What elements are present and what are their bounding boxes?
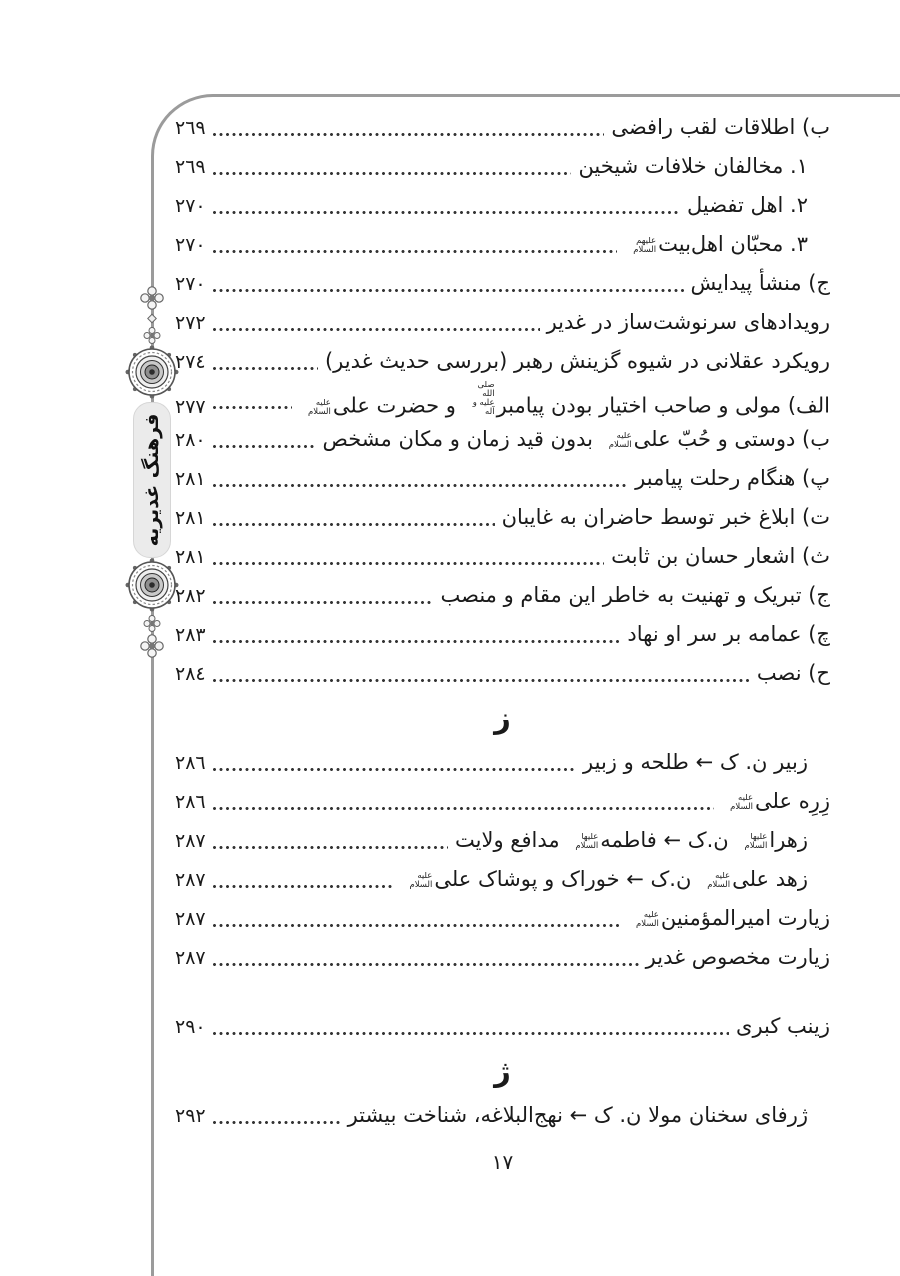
entry-title: ١. مخالفان خلافات شیخین [578,154,808,178]
medallion-icon [125,345,179,399]
flower-ornament-icon [140,286,164,310]
dotted-leader [213,459,629,498]
page-number: ٢٨٧ [175,947,206,969]
toc-entry [175,264,830,303]
toc-entry [175,782,830,821]
medallion-icon [125,558,179,612]
page-number: ٢٨١ [175,507,206,529]
page-number: ٢٨١ [175,546,206,568]
entry-title: ت) ابلاغ خبر توسط حاضران به غایبان [501,505,830,529]
dotted-leader [213,1096,341,1135]
entry-title: ب) دوستی و حُبّ علیعلیه السلام بدون قید زمان و مکان مشخص [322,427,830,451]
dotted-leader [213,186,680,225]
entry-title: زِرِه علیعلیه السلام [721,782,830,821]
dotted-leader [213,899,620,938]
section-letter-heading: ز [494,701,511,735]
entry-title: زینب کبری [736,1014,830,1038]
page-number: ٢٩٠ [175,1016,206,1038]
page-number: ٢٨٠ [175,429,206,451]
dotted-leader [213,381,292,420]
honorific-mark: صلی الله علیه و آله [472,381,495,417]
dotted-leader [213,576,434,615]
toc-entry [175,576,830,615]
book-title-vertical: فرهنگ غدیریه [141,413,163,547]
dotted-leader [213,537,605,576]
toc-entry [175,498,830,537]
entry-title: الف) مولی و صاحب اختیار بودن پیامبرصلی الله علیه و آله و حضرت علیعلیه السلام [299,381,830,426]
entry-title: زیارت مخصوص غدیر [645,945,830,969]
toc-entry [175,186,830,225]
page-number: ٢٧٠ [175,234,206,256]
section-letter-heading: ژ [494,1054,511,1088]
folio-page-number: ١٧ [491,1150,514,1174]
toc-entry [175,1096,830,1135]
toc-entry [175,459,830,498]
honorific-mark: علیه السلام [636,911,659,929]
dotted-leader [213,654,750,693]
page-number: ٢٦٩ [175,156,206,178]
toc-entry [175,108,830,147]
toc-entry [175,1007,830,1046]
toc-entry [175,225,830,264]
entry-title: ح) نصب [756,661,830,685]
toc-entry [175,654,830,693]
page-number: ٢٨٤ [175,663,206,685]
page-number: ٢٨٧ [175,830,206,852]
spine-title-panel [133,402,171,558]
toc-entry [175,537,830,576]
entry-title: زبیر ن. ک ← طلحه و زبیر [583,750,808,774]
honorific-mark: علیه السلام [730,794,754,812]
small-flower-ornament-icon [144,327,161,344]
diamond-ornament-icon [147,313,158,324]
entry-title: ث) اشعار حسان بن ثابت [611,544,830,568]
toc-entry [175,420,830,459]
page-number: ٢٧٧ [175,395,206,418]
page-number: ٢٨٣ [175,624,206,646]
toc-entry [175,899,830,938]
entry-title: پ) هنگام رحلت پیامبر [635,466,830,490]
small-flower-ornament-icon [144,615,161,632]
honorific-mark: علیه السلام [307,398,331,417]
dotted-leader [213,342,318,381]
entry-title: چ) عمامه بر سر او نهاد [627,622,830,646]
toc-entry [175,147,830,186]
page-number: ٢٨١ [175,468,206,490]
entry-title: ج) منشأ پیدایش [690,271,830,295]
page-number: ٢٧٠ [175,273,206,295]
entry-title: زهد علیعلیه السلام ن.ک ← خوراک و پوشاک علیعلیه السلام [400,860,808,899]
toc-entry [175,821,830,860]
entry-title: ژرفای سخنان مولا ن. ک ← نهج‌البلاغه، شناخت بیشتر [347,1103,808,1127]
entry-title: رویکرد عقلانی در شیوه گزینش رهبر (بررسی حدیث غدیر) [324,349,830,373]
honorific-mark: علیها السلام [744,833,768,851]
dotted-leader [213,264,684,303]
dotted-leader [213,615,621,654]
dotted-leader [213,938,639,977]
page-number: ٢٧٢ [175,312,206,334]
entry-title: ٣. محبّان اهل‌بیتعلیهم السلام [624,225,808,264]
entry-title: زهراعلیها السلام ن.ک ← فاطمهعلیها السلام مدافع ولایت [455,828,808,852]
toc-entry [175,860,830,899]
dotted-leader [213,1007,729,1046]
entry-title: ٢. اهل تفضیل [686,193,808,217]
entry-title: ب) اطلاقات لقب رافضی [611,115,830,139]
toc-entry [175,381,830,420]
page-number: ٢٧٠ [175,195,206,217]
honorific-mark: علیهم السلام [633,237,657,255]
spacer [175,977,830,1007]
page-number: ٢٨٦ [175,791,206,813]
toc-entry [175,303,830,342]
dotted-leader [213,743,576,782]
page-number: ٢٨٦ [175,752,206,774]
dotted-leader [213,782,714,821]
flower-ornament-icon [140,634,164,658]
honorific-mark: علیها السلام [575,833,599,851]
page-number: ٢٦٩ [175,117,206,139]
toc-entry [175,743,830,782]
page-number: ٢٧٤ [175,351,206,373]
honorific-mark: علیه السلام [707,872,731,890]
dotted-leader [213,303,540,342]
dotted-leader [213,108,605,147]
page-number: ٢٩٢ [175,1105,206,1127]
entry-title: زیارت امیرالمؤمنینعلیه السلام [627,899,830,938]
page-number: ٢٨٢ [175,585,206,607]
toc-entry [175,938,830,977]
page-number: ٢٨٧ [175,869,206,891]
toc-list [175,108,830,1135]
page-number: ٢٨٧ [175,908,206,930]
toc-entry [175,342,830,381]
honorific-mark: علیه السلام [409,872,433,890]
dotted-leader [213,860,394,899]
dotted-leader [213,498,495,537]
dotted-leader [213,420,316,459]
toc-entry [175,615,830,654]
dotted-leader [213,147,572,186]
honorific-mark: علیه السلام [608,432,632,450]
entry-title: رویدادهای سرنوشت‌ساز در غدیر [546,310,830,334]
dotted-leader [213,225,617,264]
dotted-leader [213,821,448,860]
entry-title: ج) تبریک و تهنیت به خاطر این مقام و منصب [440,583,830,607]
